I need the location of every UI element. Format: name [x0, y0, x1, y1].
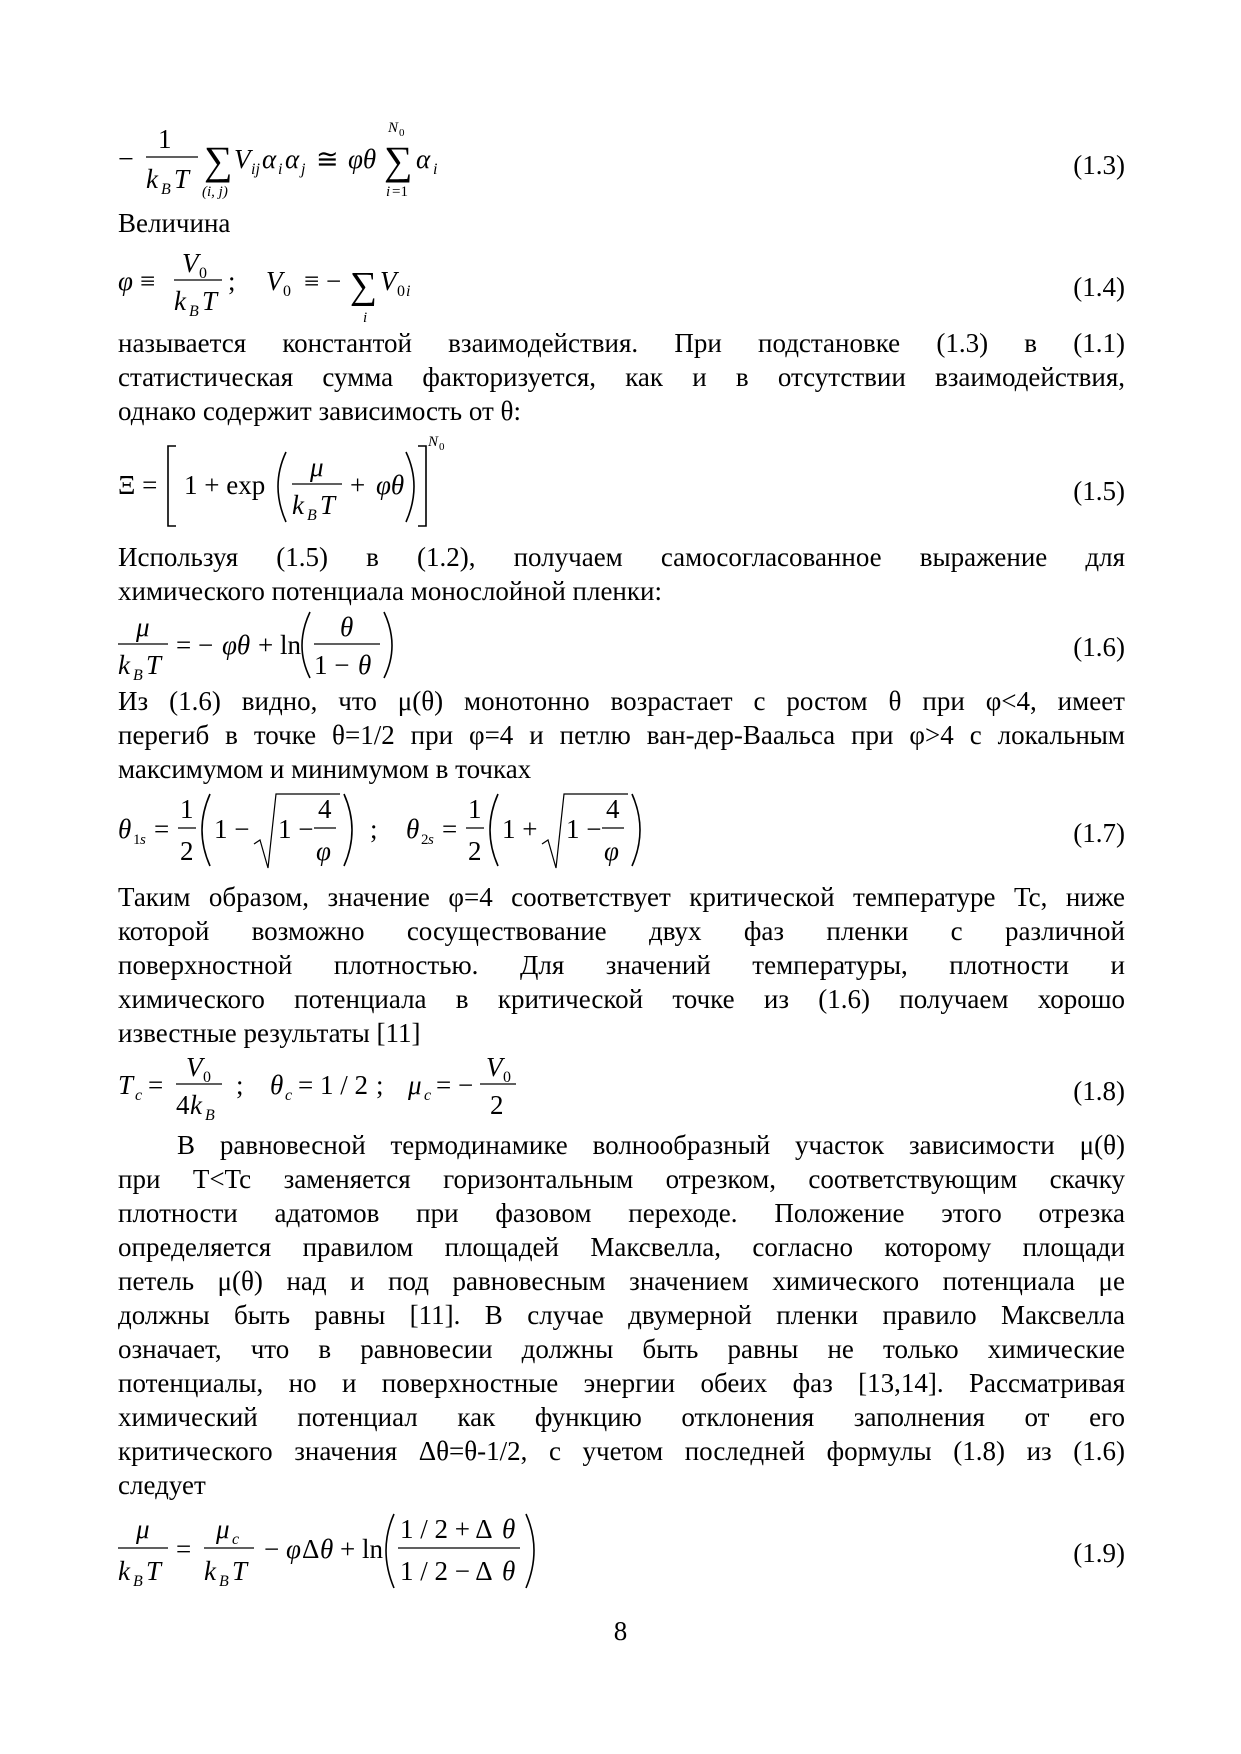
svg-text:+ ln: + ln	[258, 630, 301, 660]
equation-1-7-number: (1.7)	[1073, 818, 1125, 848]
svg-text:V: V	[486, 1052, 503, 1082]
svg-text:4: 4	[606, 794, 620, 824]
equation-1-6	[118, 606, 1125, 682]
svg-text:φθ: φθ	[376, 470, 405, 500]
svg-text:1 + exp: 1 + exp	[184, 470, 266, 500]
equation-1-4-number: (1.4)	[1073, 272, 1125, 302]
svg-text:0: 0	[203, 1069, 211, 1086]
paragraph-5-line-5: петель μ(θ) над и под равновесным значением химического потенциала μe	[118, 1266, 1125, 1296]
equation-1-7-formula	[118, 788, 818, 872]
paragraph-1-line-1: называется константой взаимодействия. При подстановке (1.3) в (1.1)	[118, 328, 1125, 358]
svg-text:≡ −: ≡ −	[304, 266, 342, 296]
paragraph-5-line-6: должны быть равны [11]. В случае двумерной пленки правило Максвелла	[118, 1300, 1125, 1330]
svg-text:2: 2	[421, 832, 429, 848]
svg-text:T: T	[146, 650, 162, 680]
svg-text:Ξ =: Ξ =	[118, 470, 158, 500]
svg-text:1 +: 1 +	[502, 814, 538, 844]
svg-text:=: =	[176, 1534, 192, 1564]
paragraph-5-line-2: при T<Tc заменяется горизонтальным отрезком, соответствующим скачку	[118, 1164, 1125, 1194]
equation-1-3	[118, 112, 1125, 202]
svg-text:θ: θ	[118, 814, 132, 844]
svg-text:θ: θ	[320, 1534, 334, 1564]
svg-text:4: 4	[318, 794, 332, 824]
svg-text:1: 1	[468, 794, 482, 824]
svg-text:N: N	[428, 434, 439, 450]
svg-text:φ: φ	[604, 836, 619, 866]
paragraph-3-line-2: перегиб в точке θ=1/2 при φ=4 и петлю ван-дер-Ваальса при φ>4 с локальным	[118, 720, 1125, 750]
svg-text:φ: φ	[316, 836, 331, 866]
svg-text:θ: θ	[340, 612, 354, 642]
svg-text:V: V	[186, 1052, 203, 1082]
svg-text:V: V	[182, 248, 199, 278]
paragraph-1-line-3: однако содержит зависимость от θ:	[118, 396, 521, 426]
svg-text:φθ: φθ	[222, 630, 251, 660]
svg-text:T: T	[320, 490, 336, 520]
svg-text:μ: μ	[136, 612, 150, 642]
svg-text:=: =	[154, 814, 170, 844]
svg-text:k: k	[118, 650, 130, 680]
svg-text:B: B	[219, 1573, 229, 1590]
svg-text:−: −	[118, 144, 134, 175]
svg-text:4: 4	[176, 1090, 190, 1120]
svg-text:≅: ≅	[316, 144, 339, 174]
equation-1-5	[118, 432, 1125, 532]
svg-text:i: i	[386, 184, 391, 200]
svg-text:V: V	[380, 266, 397, 296]
equation-1-3-number: (1.3)	[1073, 150, 1125, 180]
svg-text:μ: μ	[408, 1070, 422, 1100]
svg-text:1: 1	[133, 832, 141, 848]
svg-text:= −: = −	[436, 1070, 474, 1100]
svg-text:θ: θ	[406, 814, 420, 844]
svg-text:s: s	[140, 832, 146, 848]
equation-1-8-formula	[118, 1050, 718, 1126]
equation-1-6-number: (1.6)	[1073, 632, 1125, 662]
svg-text:0: 0	[397, 283, 405, 300]
svg-text:B: B	[189, 303, 199, 320]
svg-text:(i, j): (i, j)	[202, 184, 228, 200]
svg-text:2: 2	[468, 836, 482, 866]
paragraph-4-line-2: которой возможно сосуществование двух фаз пленки с различной	[118, 916, 1125, 946]
paragraph-5-line-3: плотности адатомов при фазовом переходе. Положение этого отрезка	[118, 1198, 1125, 1228]
svg-text:k: k	[146, 164, 158, 194]
svg-text:B: B	[133, 1573, 143, 1590]
paragraph-1-line-2: статистическая сумма факторизуется, как и в отсутствии взаимодействия,	[118, 362, 1125, 392]
svg-text:1 −: 1 −	[314, 650, 350, 680]
svg-text:1: 1	[180, 794, 194, 824]
paragraph-3-line-3: максимумом и минимумом в точках	[118, 754, 532, 784]
svg-text:;: ;	[228, 266, 236, 296]
svg-text:φ: φ	[286, 1534, 301, 1564]
svg-text:= 1 / 2: = 1 / 2	[298, 1070, 368, 1100]
paragraph-5-line-4: определяется правилом площадей Максвелла, согласно которому площади	[118, 1232, 1125, 1262]
svg-text:∑: ∑	[350, 265, 378, 307]
svg-text:c: c	[232, 1531, 240, 1548]
svg-text:=: =	[442, 814, 458, 844]
paragraph-5-line-9: химический потенциал как функцию отклонения заполнения от его	[118, 1402, 1125, 1432]
svg-text:T: T	[232, 1556, 248, 1586]
svg-text:α: α	[416, 144, 431, 174]
svg-text:1 −: 1 −	[566, 814, 602, 844]
svg-text:k: k	[292, 490, 304, 520]
svg-text:α: α	[285, 144, 300, 174]
equation-1-7	[118, 788, 1125, 872]
equation-1-8	[118, 1050, 1125, 1126]
paragraph-5-line-11: следует	[118, 1470, 206, 1500]
equation-1-4	[118, 244, 1125, 324]
paragraph-4-line-5: известные результаты [11]	[118, 1018, 421, 1048]
svg-text:0: 0	[399, 127, 405, 139]
paragraph-5-line-10: критического значения Δθ=θ-1/2, с учетом последней формулы (1.8) из (1.6)	[118, 1436, 1125, 1466]
svg-text:j: j	[301, 161, 306, 178]
svg-text:1 / 2 − Δ: 1 / 2 − Δ	[400, 1556, 493, 1586]
svg-text:=1: =1	[392, 184, 408, 200]
equation-1-9-number: (1.9)	[1073, 1538, 1125, 1568]
svg-text:1 −: 1 −	[278, 814, 314, 844]
svg-text:ij: ij	[251, 161, 260, 178]
svg-text:1 −: 1 −	[214, 814, 250, 844]
svg-text:+: +	[350, 470, 366, 500]
paragraph-2-line-1: Используя (1.5) в (1.2), получаем самосогласованное выражение для	[118, 542, 1125, 572]
svg-text:α: α	[262, 144, 277, 174]
paragraph-2	[118, 540, 1125, 608]
svg-text:μ: μ	[310, 452, 324, 482]
svg-text:+ ln: + ln	[340, 1534, 383, 1564]
equation-1-6-formula	[118, 606, 718, 682]
paragraph-5-line-1: В равновесной термодинамике волнообразный участок зависимости μ(θ)	[177, 1130, 1125, 1160]
svg-text:φ: φ	[118, 266, 133, 296]
svg-text:B: B	[205, 1107, 215, 1124]
svg-text:=: =	[148, 1070, 164, 1100]
paragraph-3	[118, 684, 1125, 786]
equation-1-5-formula	[118, 432, 718, 532]
svg-text:k: k	[174, 286, 186, 316]
svg-text:−: −	[264, 1534, 280, 1564]
equation-1-9-formula	[118, 1508, 718, 1592]
svg-text:∑: ∑	[384, 138, 413, 183]
svg-text:;: ;	[376, 1070, 384, 1100]
svg-text:k: k	[118, 1556, 130, 1586]
svg-text:;: ;	[236, 1070, 244, 1100]
svg-text:0: 0	[439, 441, 445, 453]
word-velichina: Величина	[118, 208, 231, 238]
svg-text:θ: θ	[502, 1514, 516, 1544]
svg-text:B: B	[133, 667, 143, 684]
svg-text:T: T	[146, 1556, 162, 1586]
svg-text:Δ: Δ	[302, 1534, 320, 1564]
svg-text:φθ: φθ	[348, 144, 377, 174]
svg-text:0: 0	[503, 1069, 511, 1086]
svg-text:μ: μ	[216, 1514, 230, 1544]
svg-text:;: ;	[370, 814, 378, 844]
svg-text:B: B	[161, 181, 171, 198]
paragraph-4-line-3: поверхностной плотностью. Для значений температуры, плотности и	[118, 950, 1125, 980]
svg-text:= −: = −	[176, 630, 214, 660]
svg-text:N: N	[388, 120, 399, 136]
svg-text:T: T	[174, 164, 190, 194]
svg-text:V: V	[234, 144, 251, 174]
svg-text:1 / 2 + Δ: 1 / 2 + Δ	[400, 1514, 493, 1544]
svg-text:2: 2	[490, 1090, 504, 1120]
svg-text:T: T	[202, 286, 218, 316]
svg-text:μ: μ	[136, 1514, 150, 1544]
svg-text:c: c	[135, 1087, 143, 1104]
paragraph-4-line-1: Таким образом, значение φ=4 соответствует критической температуре Tc, ниже	[118, 882, 1125, 912]
svg-text:∑: ∑	[204, 138, 233, 183]
paragraph-5-line-7: означает, что в равновесии должны быть равны не только химические	[118, 1334, 1125, 1364]
svg-text:V: V	[266, 266, 283, 296]
svg-text:T: T	[118, 1070, 134, 1100]
paragraph-5	[118, 1128, 1125, 1502]
svg-text:i: i	[363, 310, 368, 326]
paragraph-3-line-1: Из (1.6) видно, что μ(θ) монотонно возрастает с ростом θ при φ<4, имеет	[118, 686, 1125, 716]
svg-text:c: c	[285, 1087, 293, 1104]
equation-1-9	[118, 1508, 1125, 1592]
equation-1-4-formula	[118, 244, 718, 324]
svg-text:s: s	[428, 832, 434, 848]
paragraph-2-line-2: химического потенциала монослойной пленки:	[118, 576, 662, 606]
svg-text:0: 0	[199, 265, 207, 282]
svg-text:c: c	[424, 1087, 432, 1104]
svg-text:k: k	[190, 1090, 202, 1120]
svg-text:2: 2	[180, 836, 194, 866]
svg-text:θ: θ	[270, 1070, 284, 1100]
svg-text:i: i	[406, 283, 411, 300]
equation-1-3-formula	[118, 112, 718, 202]
page-number: 8	[613, 1616, 628, 1646]
svg-text:i: i	[433, 161, 438, 178]
svg-text:θ: θ	[502, 1556, 516, 1586]
paragraph-4-line-4: химического потенциала в критической точке из (1.6) получаем хорошо	[118, 984, 1125, 1014]
paragraph-4	[118, 880, 1125, 1050]
svg-text:0: 0	[283, 283, 291, 300]
paragraph-5-line-8: потенциалы, но и поверхностные энергии обеих фаз [13,14]. Рассматривая	[118, 1368, 1125, 1398]
svg-text:θ: θ	[358, 650, 372, 680]
equation-1-8-number: (1.8)	[1073, 1076, 1125, 1106]
svg-text:i: i	[278, 161, 283, 178]
paragraph-1	[118, 326, 1125, 428]
svg-text:B: B	[307, 507, 317, 524]
svg-text:≡: ≡	[140, 266, 156, 296]
equation-1-5-number: (1.5)	[1073, 476, 1125, 506]
svg-text:k: k	[204, 1556, 216, 1586]
svg-text:1: 1	[158, 124, 172, 154]
